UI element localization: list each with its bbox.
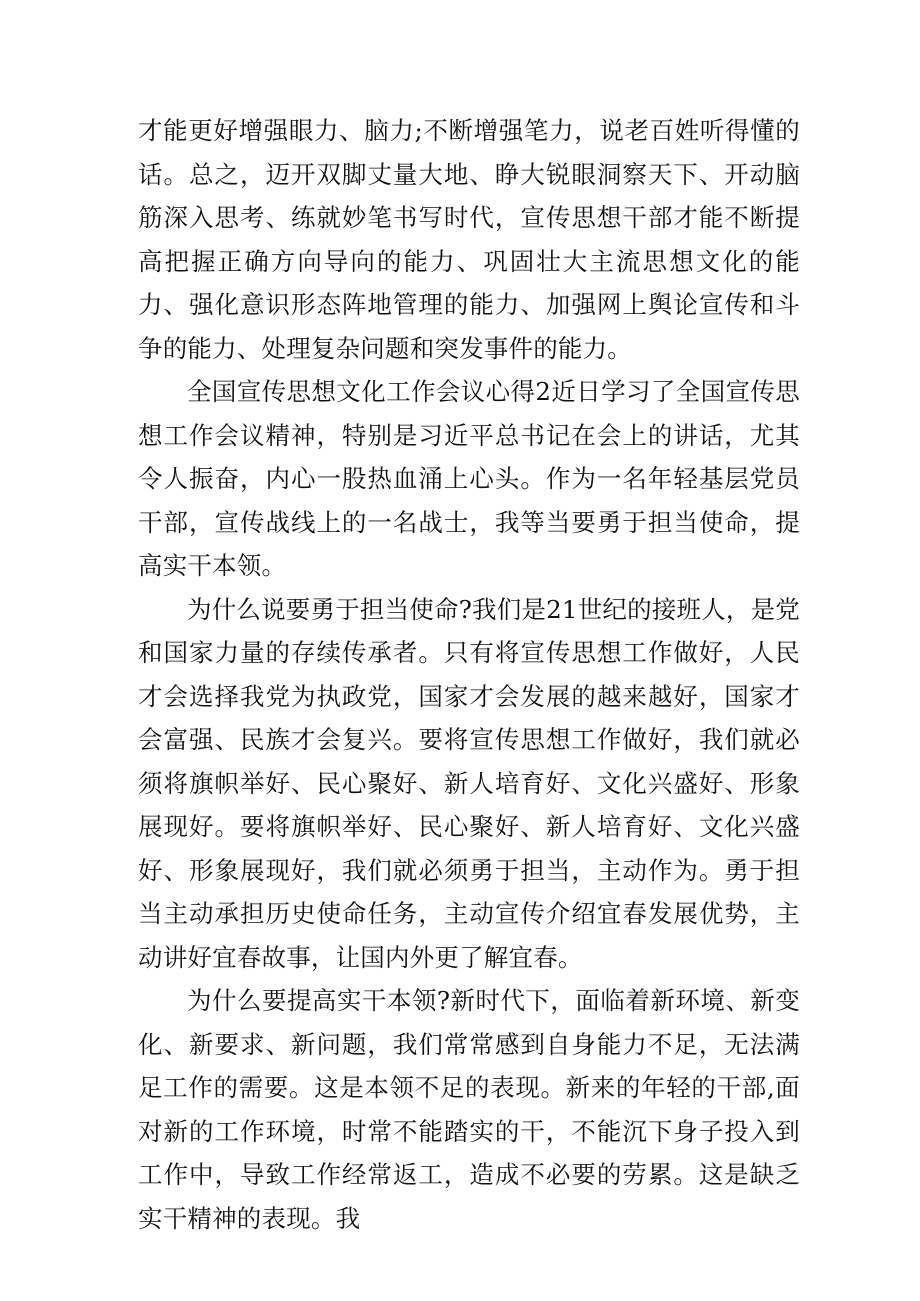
- paragraph-3: 为什么说要勇于担当使命?我们是21世纪的接班人，是党和国家力量的存续传承者。只有将宣传思想工作做好，人民才会选择我党为执政党，国家才会发展的越来越好，国家才会富强、民族才会复兴。要将宣传思想工作做好，我们就必须将旗帜举好、民心聚好、新人培育好、文化兴盛好、形象展现好。要将旗帜举好、民心聚好、新人培育好、文化兴盛好、形象展现好，我们就必须勇于担当，主动作为。勇于担当主动承担历史使命任务，主动宣传介绍宜春发展优势，主动讲好宜春故事，让国内外更了解宜春。: [138, 594, 801, 972]
- paragraph-2: 全国宣传思想文化工作会议心得2近日学习了全国宣传思想工作会议精神，特别是习近平总书记在会上的讲话，尤其令人振奋，内心一股热血涌上心头。作为一名年轻基层党员干部，宣传战线上的一名战士，我等当要勇于担当使命，提高实干本领。: [138, 377, 800, 580]
- document-body: [138, 109, 800, 1240]
- paragraph-1: 才能更好增强眼力、脑力;不断增强笔力，说老百姓听得懂的话。总之，迈开双脚丈量大地、睁大锐眼洞察天下、开动脑筋深入思考、练就妙笔书写时代，宣传思想干部才能不断提高把握正确方向导向的能力、巩固壮大主流思想文化的能力、强化意识形态阵地管理的能力、加强网上舆论宣传和斗争的能力、处理复杂问题和突发事件的能力。: [138, 116, 800, 363]
- paragraph-4: 为什么要提高实干本领?新时代下，面临着新环境、新变化、新要求、新问题，我们常常感到自身能力不足，无法满足工作的需要。这是本领不足的表现。新来的年轻的干部,面对新的工作环境，时常不能踏实的干，不能沉下身子投入到工作中，导致工作经常返工，造成不必要的劳累。这是缺乏实干精神的表现。我: [138, 986, 800, 1233]
